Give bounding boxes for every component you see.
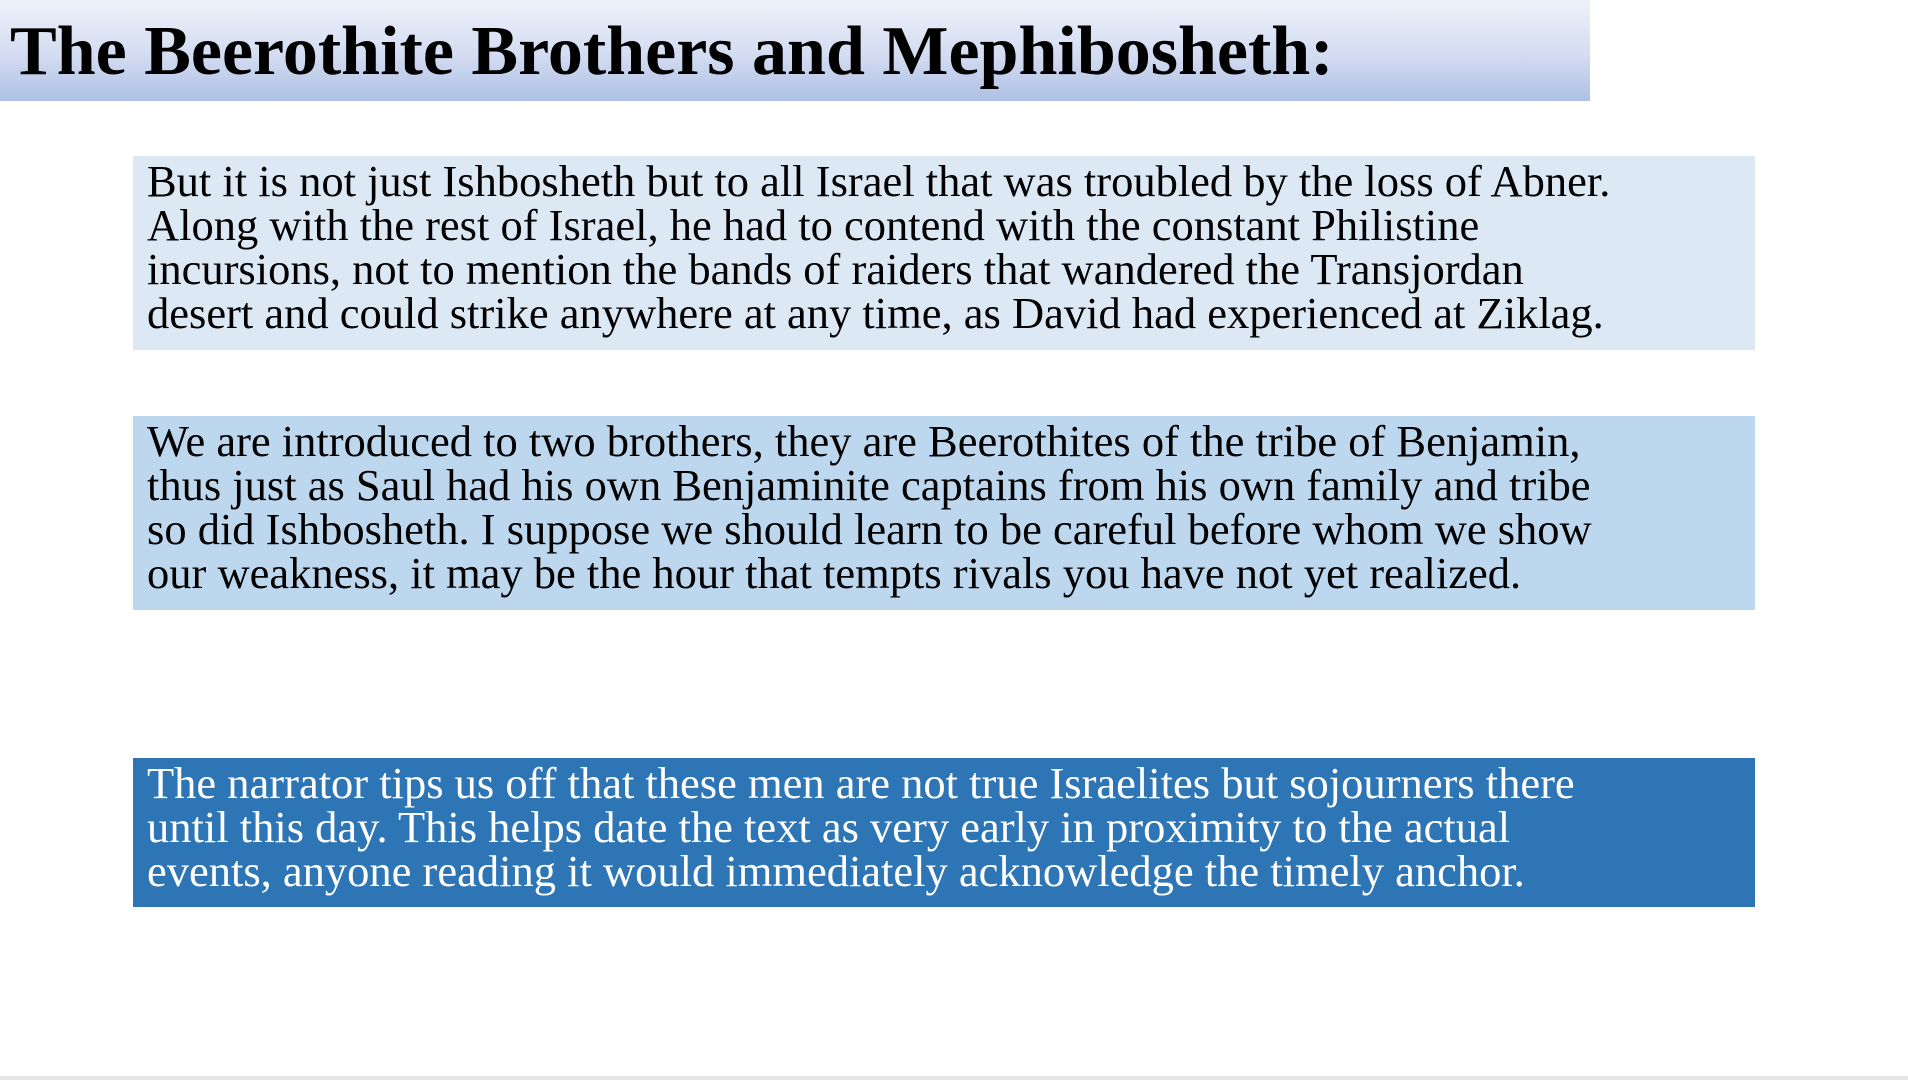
paragraph-box-narrator: The narrator tips us off that these men are not true Israelites but sojourners there until this day. This helps date the text as very early in proximity to the actual events, anyone reading it would immediately acknowledge the timely anchor. bbox=[133, 758, 1755, 907]
title-band bbox=[0, 0, 1590, 101]
bottom-divider bbox=[0, 1076, 1908, 1080]
paragraph-box-beerothites: We are introduced to two brothers, they are Beerothites of the tribe of Benjamin, thus just as Saul had his own Benjaminite captains from his own family and tribe so did Ishbosheth. I suppose we should learn to be careful before whom we show our weakness, it may be the hour that tempts rivals you have not yet realized. bbox=[133, 416, 1755, 610]
slide-title: The Beerothite Brothers and Mephibosheth: bbox=[10, 13, 1334, 90]
paragraph-box-abner: But it is not just Ishbosheth but to all Israel that was troubled by the loss of Abner. Along with the rest of Israel, he had to contend with the constant Philistine incursions, not to mention the bands of raiders that wandered the Transjordan desert and could strike anywhere at any time, as David had experienced at Ziklag. bbox=[133, 156, 1755, 350]
